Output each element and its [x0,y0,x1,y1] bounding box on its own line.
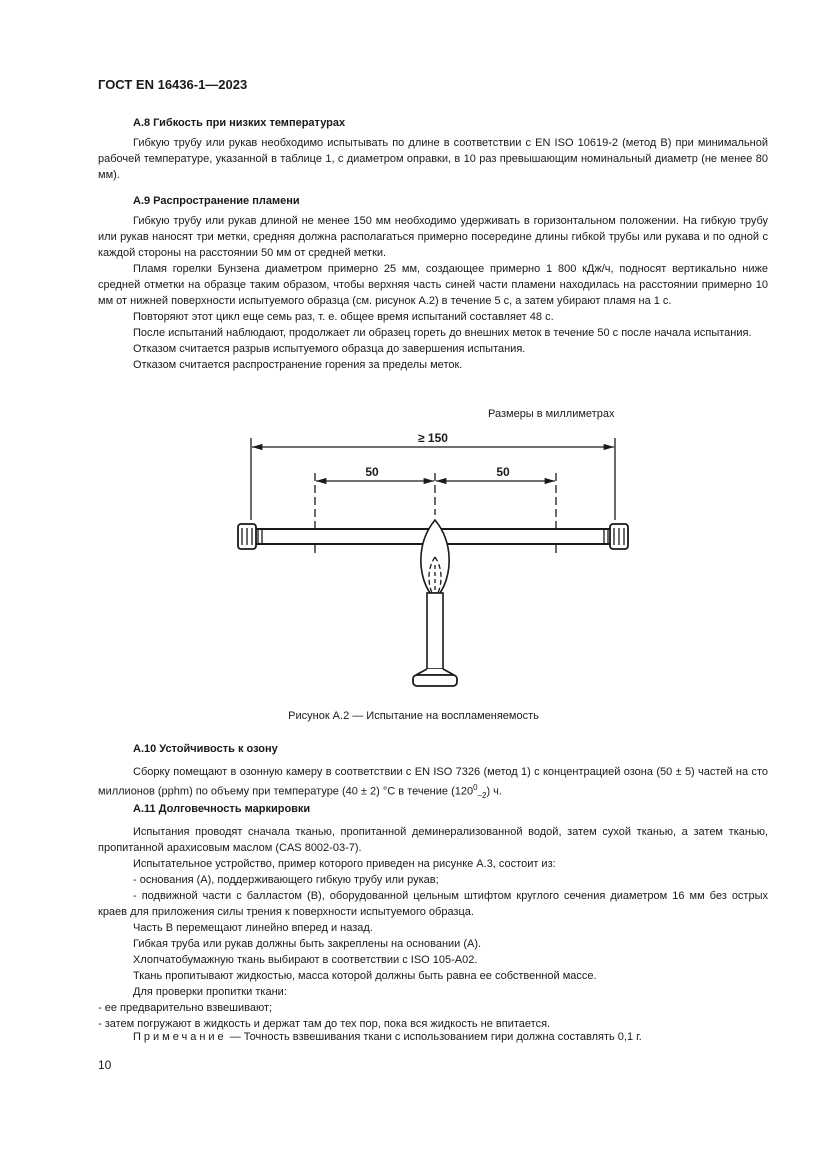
section-a11-list-item: - затем погружают в жидкость и держат там до тех пор, пока вся жидкость не впитается. [98,1018,551,1030]
section-a11-paragraph: Испытания проводят сначала тканью, пропитанной деминерализованной водой, затем сухой тканью, а затем тканью, пропитанной арахисовым маслом (CAS 8002-03-7). [98,826,768,854]
note [98,1031,768,1043]
tolerance-lower: –2 [477,790,487,800]
note-label: Примечание [133,1031,227,1043]
section-a11-paragraph: - основания (А), поддерживающего гибкую трубу или рукав; [133,874,439,886]
flame-test-figure [230,425,630,700]
tolerance-upper: 0 [473,783,478,792]
dimension-left-label: 50 [365,465,379,479]
section-a10-text-end: ) ч. [486,785,502,798]
section-a11-paragraph: Часть В перемещают линейно вперед и назад. [133,922,373,934]
section-a9-paragraph: Гибкую трубу или рукав длиной не менее 150 мм необходимо удерживать в горизонтальном положении. На гибкую трубу или рукав наносят три метки, средняя должна располагаться примерно посередине длины гибкой трубы или рукава и по одной с каждой стороны на расстоянии 50 мм от средней метки. [98,215,768,259]
section-a11-paragraph: - подвижной части с балластом (В), оборудованной цельным штифтом круглого сечения диаметром 16 мм без острых краев для приложения силы трения к поверхности испытуемого образца. [98,890,768,918]
dimension-total-label: ≥ 150 [418,431,448,445]
document-header: ГОСТ EN 16436-1—2023 [98,77,248,92]
burner-tube [427,593,443,669]
section-a11-paragraph: Для проверки пропитки ткани: [133,986,287,998]
section-a10-body [98,764,768,804]
figure-units-label: Размеры в миллиметрах [488,408,615,420]
section-a11-paragraph: Хлопчатобумажную ткань выбирают в соответствии с ISO 105-А02. [133,954,478,966]
section-a9-paragraph: После испытаний наблюдают, продолжает ли образец гореть до внешних меток в течение 50 с после начала испытания. [133,327,752,339]
section-a9-paragraph: Отказом считается распространение горения за пределы меток. [133,359,463,371]
section-a9-paragraph: Повторяют этот цикл еще семь раз, т. е. общее время испытаний составляет 48 с. [133,311,554,323]
section-a10-text: Сборку помещают в озонную камеру в соответствии с EN ISO 7326 (метод 1) с концентрацией озона (50 ± 5) частей на сто миллионов (pphm) по объему при температуре (40 ± 2) °С в течение (120 [98,766,768,798]
note-text: — Точность взвешивания ткани с использованием гири должна составлять 0,1 г. [226,1031,642,1043]
section-a11-paragraph: Ткань пропитывают жидкостью, масса которой должны быть равна ее собственной массе. [133,970,597,982]
section-a10-paragraph [98,764,768,804]
section-a10-heading: А.10 Устойчивость к озону [133,743,278,755]
section-a11-heading: А.11 Долговечность маркировки [133,803,311,815]
section-a11-body [98,824,768,1032]
section-a8-body [98,135,768,183]
dimension-right-label: 50 [496,465,510,479]
section-a11-paragraph: Гибкая труба или рукав должны быть закреплены на основании (А). [133,938,482,950]
figure-caption: Рисунок А.2 — Испытание на воспламеняемость [288,710,539,722]
section-a11-list-item: - ее предварительно взвешивают; [98,1002,273,1014]
section-a11-paragraph: Испытательное устройство, пример которого приведен на рисунке А.3, состоит из: [133,858,556,870]
page-number: 10 [98,1058,112,1072]
section-a9-paragraph: Пламя горелки Бунзена диаметром примерно 25 мм, создающее примерно 1 800 кДж/ч, подносят вертикально ниже средней отметки на образце таким образом, чтобы верхняя часть синей части пламени находилась на расстоянии примерно 10 мм от нижней поверхности испытуемого образца (см. рисунок А.2) в течение 5 с, а затем убирают пламя на 1 с. [98,263,768,307]
section-a9-heading: А.9 Распространение пламени [133,195,300,207]
section-a8-paragraph: Гибкую трубу или рукав необходимо испытывать по длине в соответствии с EN ISO 10619-2 (метод В) при минимальной рабочей температуре, указанной в таблице 1, с диаметром оправки, в 10 раз превышающим номинальный диаметр (не менее 80 мм). [98,137,768,181]
section-a9-body [98,213,768,373]
burner-neck [416,669,454,675]
section-a8-heading: А.8 Гибкость при низких температурах [133,117,346,129]
burner-base [413,675,457,686]
section-a9-paragraph: Отказом считается разрыв испытуемого образца до завершения испытания. [133,343,526,355]
